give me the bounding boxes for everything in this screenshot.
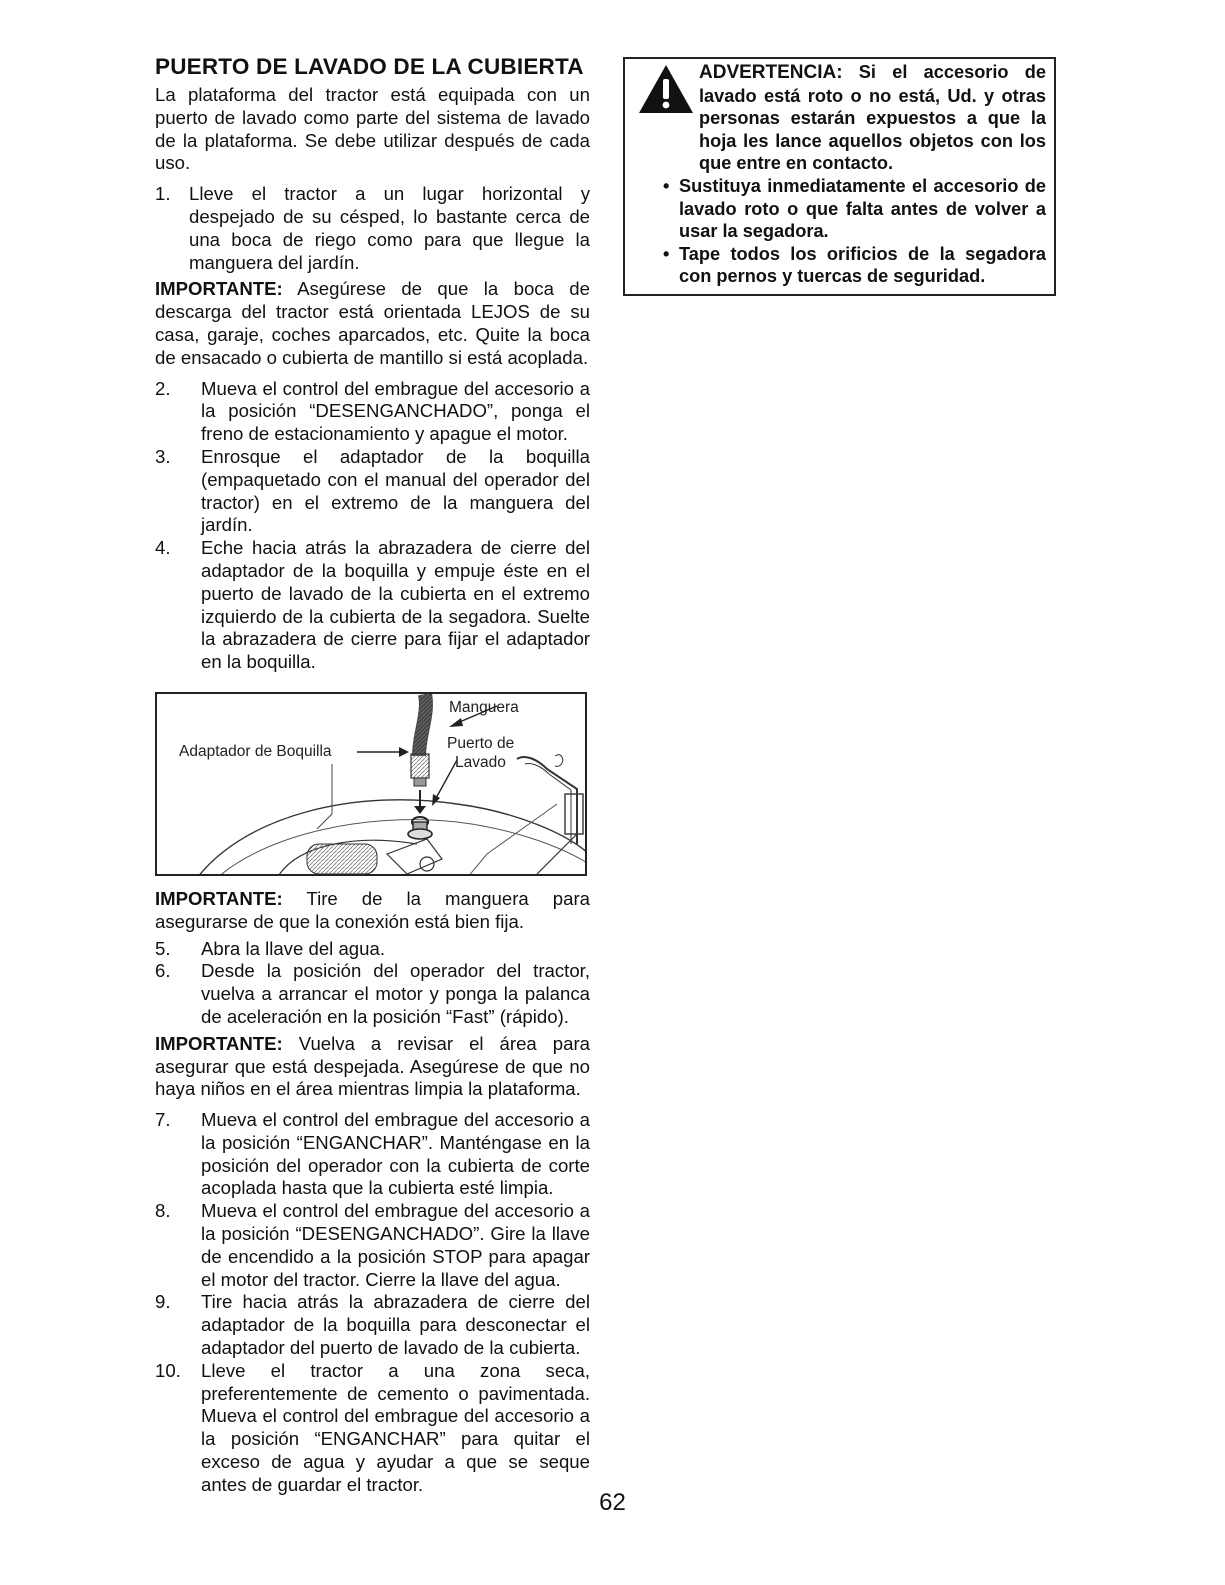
important-note-1 [155,278,590,369]
wash-port-label-line2: Lavado [455,753,506,771]
step-item [155,1200,590,1291]
step-item [155,938,590,961]
step-number: 1. [155,183,171,205]
important-label: IMPORTANTE: [155,278,283,300]
important-label: IMPORTANTE: [155,1032,283,1054]
step-number: 5. [155,937,171,959]
deck-drawing-icon [157,694,587,876]
step-number: 2. [155,377,171,399]
important-text: Vuelva a revisar el área para asegurar que está despejada. Asegúrese de que no haya niños en el área mientras limpia la plataforma. [155,1032,590,1100]
warning-header [633,61,1046,175]
bullet-dot-icon: • [663,243,670,264]
step-text: Lleve el tractor a un lugar horizontal y despejado de su césped, lo bastante cerca de una boca de riego como para que llegue la manguera del jardín. [189,183,590,273]
warning-bullet-text: Sustituya inmediatamente el accesorio de lavado roto o que falta antes de volver a usar la segadora. [679,175,1046,242]
nozzle-adapter-label: Adaptador de Boquilla [179,742,332,760]
step-number: 6. [155,960,171,982]
important-label: IMPORTANTE: [155,887,283,909]
warning-box [623,57,1056,296]
step-text: Mueva el control del embrague del accesorio a la posición “ENGANCHAR”. Manténgase en la posición del operador con la cubierta de corte acoplada hasta que la cubierta esté limpia. [201,1109,590,1199]
step-text: Mueva el control del embrague del accesorio a la posición “DESENGANCHADO”. Gire la llave de encendido a la posición STOP para apagar el motor del tractor. Cierre la llave del agua. [201,1200,590,1290]
hose-label: Manguera [449,698,519,716]
step-item [155,378,590,446]
step-item [155,1109,590,1200]
step-item [155,537,590,674]
step-text: Tire hacia atrás la abrazadera de cierre del adaptador de la boquilla para desconectar el adaptador del puerto de lavado de la cubierta. [201,1291,590,1359]
step-number: 9. [155,1291,171,1313]
left-column [155,52,590,1497]
warning-bullet-item [633,175,1046,243]
wash-port-label-line1: Puerto de [447,734,515,752]
important-text: Asegúrese de que la boca de descarga del tractor está orientada LEJOS de su casa, garaje, coches aparcados, etc. Quite la boca de ensacado o cubierta de mantillo si está acoplada. [155,278,590,368]
step-text: Eche hacia atrás la abrazadera de cierre del adaptador de la boquilla y empuje éste en el puerto de lavado de la cubierta en el extremo izquierdo de la cubierta de la segadora. Suelte la abrazadera de cierre para fijar el adaptador en la boquilla. [201,537,590,673]
step-number: 4. [155,537,171,559]
step-item [155,960,590,1028]
warning-title: ADVERTENCIA: [699,62,843,83]
warning-bullet-text: Tape todos los orificios de la segadora con pernos y tuercas de seguridad. [679,243,1046,287]
intro-paragraph: La plataforma del tractor está equipada con un puerto de lavado como parte del sistema de lavado de la plataforma. Se debe utilizar después de cada uso. [155,84,590,174]
steps-list-a [155,183,590,274]
step-item [155,1360,590,1497]
important-text: Tire de la manguera para asegurarse de que la conexión está bien fija. [155,887,590,932]
step-item [155,446,590,537]
step-item [155,183,590,274]
step-text: Desde la posición del operador del tractor, vuelva a arrancar el motor y ponga la palanca de aceleración en la posición “Fast” (rápido). [201,960,590,1027]
step-number: 8. [155,1200,171,1222]
step-text: Mueva el control del embrague del accesorio a la posición “DESENGANCHADO”, ponga el freno de estacionamiento y apague el motor. [201,377,590,445]
warning-triangle-icon [637,63,695,115]
warning-bullet-list [633,175,1046,288]
right-column [623,57,1056,296]
step-text: Lleve el tractor a una zona seca, preferentemente de cemento o pavimentada. Mueva el control del embrague del accesorio a la posición “ENGANCHAR” para quitar el exceso de agua y ayudar a que se seque antes de guardar el tractor. [201,1359,590,1495]
steps-list-d [155,1109,590,1497]
wash-port-illustration [155,692,587,876]
steps-list-b [155,378,590,674]
warning-text: Si el accesorio de lavado está roto o no está, Ud. y otras personas estarán expuestos a que la hoja les lance aquellos objetos con los que entre en contacto. [699,62,1046,174]
steps-list-c [155,938,590,1029]
warning-bullet-item [633,243,1046,288]
important-note-3 [155,1033,590,1101]
section-title: PUERTO DE LAVADO DE LA CUBIERTA [155,54,584,79]
step-number: 3. [155,445,171,467]
bullet-dot-icon: • [663,175,670,196]
page-number: 62 [599,1489,626,1516]
step-number: 7. [155,1109,171,1131]
step-item [155,1291,590,1359]
important-note-2 [155,888,590,934]
step-text: Abra la llave del agua. [201,937,385,959]
step-number: 10. [155,1359,181,1381]
step-text: Enrosque el adaptador de la boquilla (empaquetado con el manual del operador del tractor) en el extremo de la manguera del jardín. [201,445,590,536]
